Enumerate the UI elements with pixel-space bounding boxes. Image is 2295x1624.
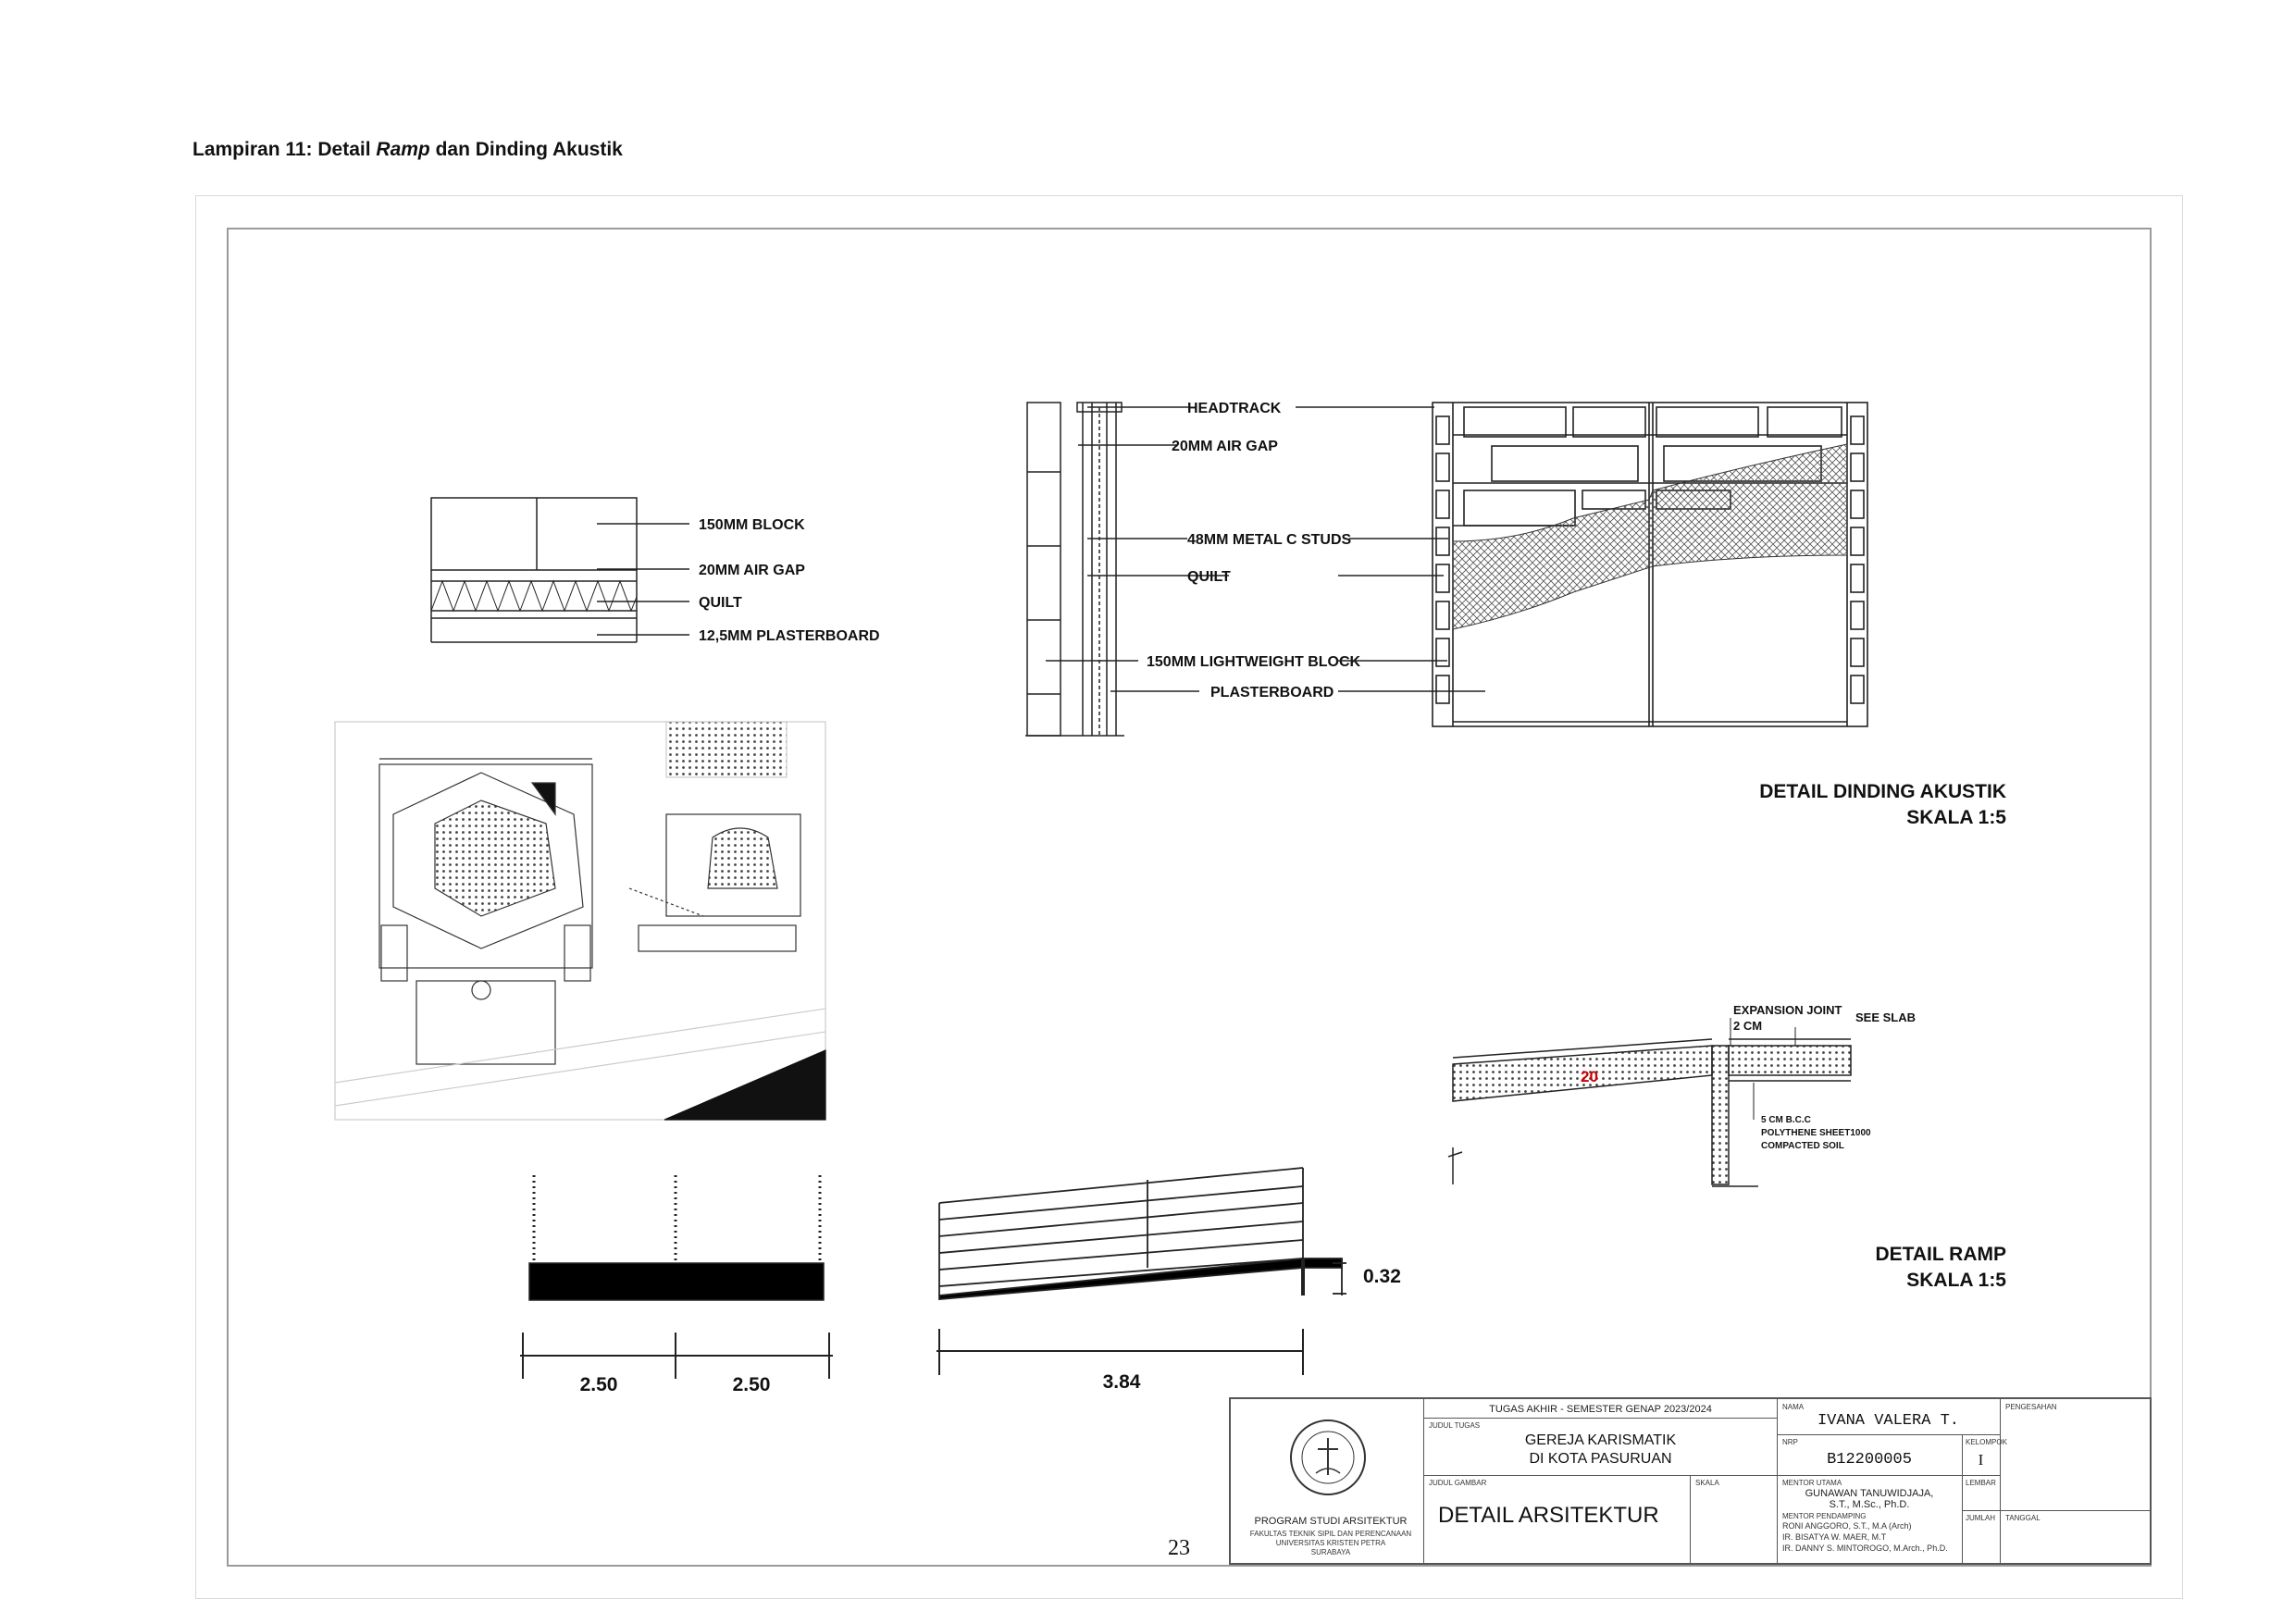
tb-line-g [1962, 1510, 2150, 1511]
acoustic-label-headtrack: HEADTRACK [1187, 401, 1282, 416]
tb-divider-3 [2000, 1399, 2001, 1563]
wall-label-plasterboard: 12,5MM PLASTERBOARD [699, 628, 880, 644]
acoustic-scale: SKALA 1:5 [1906, 807, 2006, 828]
acoustic-label-studs: 48MM METAL C STUDS [1187, 532, 1352, 548]
ramp-front-elevation [520, 1175, 833, 1379]
ramp-label-see-slab: SEE SLAB [1855, 1010, 1917, 1024]
page-caption: Lampiran 11: Detail Ramp dan Dinding Akustik [192, 139, 623, 160]
page-number: 23 [1168, 1536, 1190, 1560]
tb-line-c [1777, 1434, 2000, 1435]
tb-pendamping-label: MENTOR PENDAMPING [1782, 1512, 1867, 1520]
tb-judul-gambar-label: JUDUL GAMBAR [1429, 1479, 1487, 1487]
tb-judul-tugas-label: JUDUL TUGAS [1429, 1421, 1481, 1430]
tb-mentor-utama-label: MENTOR UTAMA [1782, 1479, 1842, 1487]
tb-student-name: IVANA VALERA T. [1817, 1412, 1960, 1430]
ramp-label-layer1: 5 CM B.C.C [1761, 1115, 1811, 1125]
tb-line-e [1690, 1475, 1691, 1563]
tb-jumlah-label: JUMLAH [1966, 1514, 1996, 1522]
tb-project-2: DI KOTA PASURUAN [1529, 1451, 1672, 1467]
acoustic-label-plasterboard: PLASTERBOARD [1210, 685, 1334, 700]
ramp-title: DETAIL RAMP [1875, 1244, 2006, 1265]
tb-nrp: B12200005 [1827, 1451, 1912, 1469]
site-plan [335, 722, 825, 1120]
title-block [1229, 1397, 2152, 1565]
dim-d3: 3.84 [1102, 1371, 1141, 1393]
ramp-scale: SKALA 1:5 [1906, 1270, 2006, 1291]
tb-kelompok-label: KELOMPOK [1966, 1438, 2007, 1446]
tb-nama-label: NAMA [1782, 1403, 1805, 1411]
wall-label-airgap: 20MM AIR GAP [699, 563, 805, 578]
tb-pengesahan-label: PENGESAHAN [2005, 1403, 2057, 1411]
acoustic-label-quilt: QUILT [1187, 569, 1231, 585]
tb-nrp-label: NRP [1782, 1438, 1798, 1446]
acoustic-label-block: 150MM LIGHTWEIGHT BLOCK [1147, 654, 1361, 670]
university-logo [1288, 1418, 1368, 1497]
tb-school-4: SURABAYA [1310, 1548, 1351, 1556]
tb-tanggal-label: TANGGAL [2005, 1514, 2041, 1522]
tb-lembar-label: LEMBAR [1966, 1479, 1996, 1487]
tb-line-b [1423, 1475, 1778, 1476]
dim-h: 0.32 [1363, 1266, 1401, 1287]
ramp-label-layer3: COMPACTED SOIL [1761, 1141, 1844, 1151]
wall-section-detail [431, 498, 689, 642]
tb-mentor-1b: S.T., M.Sc., Ph.D. [1829, 1499, 1910, 1510]
tb-project-1: GEREJA KARISMATIK [1524, 1432, 1677, 1448]
ramp-label-joint: EXPANSION JOINT [1733, 1003, 1842, 1017]
acoustic-label-airgap: 20MM AIR GAP [1172, 439, 1278, 454]
ramp-slope-label: 20 [1581, 1068, 1598, 1085]
tb-mentor-3: IR. BISATYA W. MAER, M.T [1782, 1532, 1887, 1542]
ramp-label-joint-size: 2 CM [1733, 1019, 1763, 1033]
wall-label-quilt: QUILT [699, 595, 742, 611]
dim-d2: 2.50 [732, 1374, 771, 1395]
tb-mentor-4: IR. DANNY S. MINTOROGO, M.Arch., Ph.D. [1782, 1543, 1948, 1553]
tb-course: TUGAS AKHIR - SEMESTER GENAP 2023/2024 [1489, 1404, 1712, 1415]
tb-line-d [1777, 1475, 2000, 1476]
dim-d1: 2.50 [579, 1374, 618, 1395]
tb-school-1: PROGRAM STUDI ARSITEKTUR [1254, 1516, 1408, 1527]
ramp-section-detail [1448, 1018, 1851, 1186]
tb-mentor-1: GUNAWAN TANUWIDJAJA, [1805, 1488, 1934, 1499]
acoustic-quilt-fill [1453, 444, 1847, 629]
tb-line-a [1423, 1418, 1778, 1419]
tb-divider-1 [1423, 1399, 1424, 1563]
ramp-side-elevation [937, 1168, 1346, 1375]
tb-kelompok: I [1978, 1451, 1984, 1469]
tb-skala-label: SKALA [1695, 1479, 1719, 1487]
tb-mentor-2: RONI ANGGORO, S.T., M.A (Arch) [1782, 1521, 1912, 1531]
wall-label-block: 150MM BLOCK [699, 517, 805, 533]
acoustic-title: DETAIL DINDING AKUSTIK [1759, 781, 2006, 802]
tb-school-3: UNIVERSITAS KRISTEN PETRA [1275, 1539, 1386, 1547]
tb-school-2: FAKULTAS TEKNIK SIPIL DAN PERENCANAAN [1249, 1530, 1412, 1538]
tb-drawing-title: DETAIL ARSITEKTUR [1438, 1503, 1659, 1528]
ramp-label-layer2: POLYTHENE SHEET1000 [1761, 1128, 1871, 1138]
